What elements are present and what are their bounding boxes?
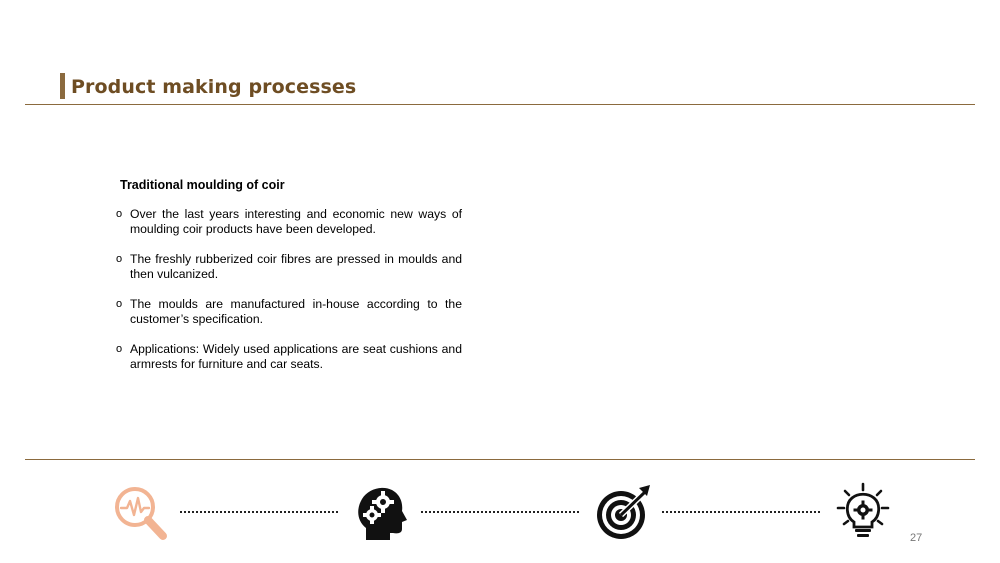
- list-item: [116, 342, 462, 372]
- bullet-marker: o: [116, 208, 123, 220]
- bullet-text: The moulds are manufactured in-house according to the customer’s specification.: [130, 297, 462, 326]
- lightbulb-gear-icon: [832, 482, 894, 542]
- list-item: [116, 207, 462, 237]
- bullet-text: The freshly rubberized coir fibres are pressed in moulds and then vulcanized.: [130, 252, 462, 281]
- dotted-connector: [662, 511, 820, 513]
- bullet-marker: o: [116, 298, 123, 310]
- bullet-text: Applications: Widely used applications are seat cushions and armrests for furniture and car seats.: [130, 342, 462, 371]
- page-number: 27: [910, 532, 923, 544]
- bullet-list: [116, 207, 462, 372]
- process-icon-row: [0, 478, 1000, 548]
- target-arrow-icon: [592, 482, 654, 542]
- list-item: [116, 252, 462, 282]
- title-accent-bar: [60, 73, 65, 99]
- head-gears-icon: [352, 482, 414, 542]
- section-heading: Traditional moulding of coir: [120, 178, 285, 192]
- bullet-marker: o: [116, 343, 123, 355]
- content-block: [116, 177, 462, 387]
- magnifier-pulse-icon: [110, 482, 172, 542]
- page-title: Product making processes: [71, 76, 357, 98]
- bullet-text: Over the last years interesting and economic new ways of moulding coir products have been developed.: [130, 207, 462, 236]
- list-item: [116, 297, 462, 327]
- footer-divider: [25, 459, 975, 460]
- dotted-connector: [421, 511, 579, 513]
- dotted-connector: [180, 511, 338, 513]
- header-divider: [25, 104, 975, 105]
- bullet-marker: o: [116, 253, 123, 265]
